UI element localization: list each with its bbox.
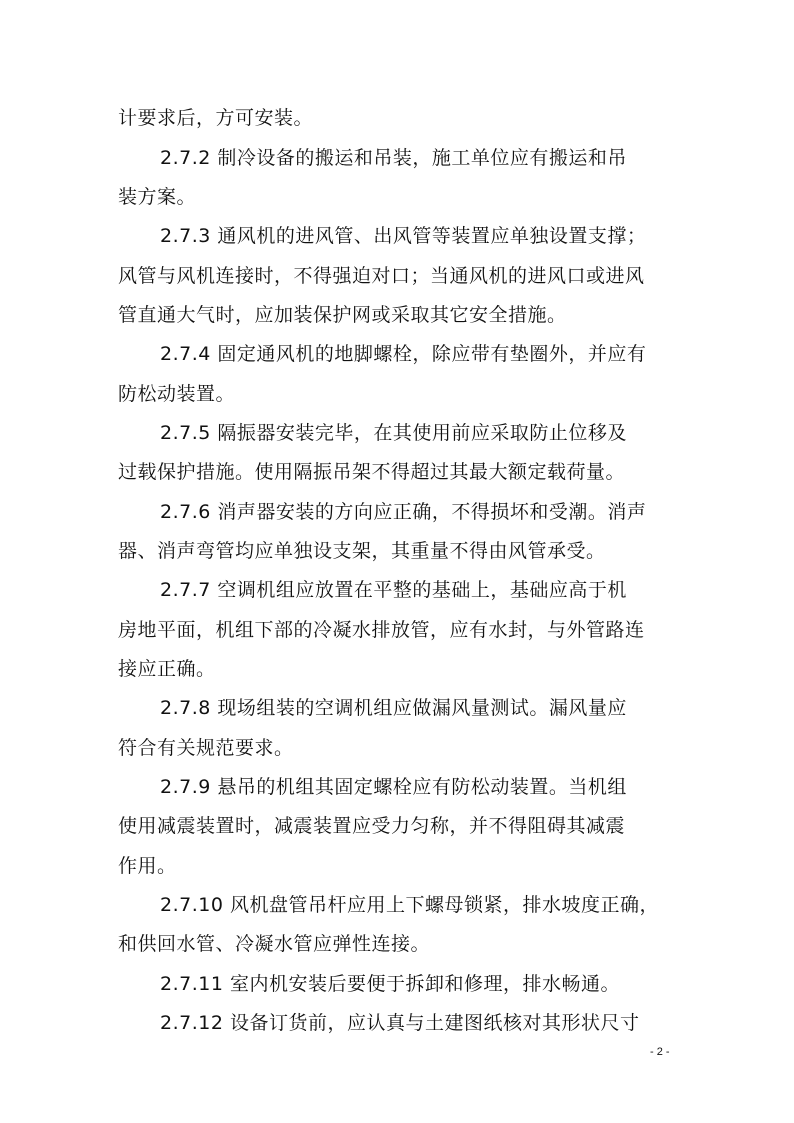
text-line: 2.7.10 风机盘管吊杆应用上下螺母锁紧，排水坡度正确， [160, 894, 659, 916]
text-line: 2.7.7 空调机组应放置在平整的基础上，基础应高于机 [160, 579, 627, 601]
page-number: - 2 - [650, 1046, 670, 1058]
text-line: 2.7.6 消声器安装的方向应正确，不得损坏和受潮。消声 [160, 501, 647, 523]
text-line: 和供回水管、冷凝水管应弹性连接。 [118, 933, 431, 955]
text-line: 符合有关规范要求。 [118, 737, 294, 759]
text-line: 作用。 [118, 855, 177, 877]
text-line: 房地平面，机组下部的冷凝水排放管，应有水封，与外管路连 [118, 619, 645, 641]
text-line: 管直通大气时，应加装保护网或采取其它安全措施。 [118, 304, 567, 326]
text-line: 计要求后，方可安装。 [118, 107, 314, 129]
text-line: 器、消声弯管均应单独设支架，其重量不得由风管承受。 [118, 540, 606, 562]
text-line: 防松动装置。 [118, 383, 236, 405]
text-line: 2.7.12 设备订货前，应认真与土建图纸核对其形状尺寸 [160, 1012, 640, 1034]
text-line: 2.7.8 现场组装的空调机组应做漏风量测试。漏风量应 [160, 697, 627, 719]
text-line: 2.7.3 通风机的进风管、出风管等装置应单独设置支撑； [160, 225, 647, 247]
text-line: 接应正确。 [118, 658, 216, 680]
text-line: 使用减震装置时，减震装置应受力匀称，并不得阻碍其减震 [118, 815, 626, 837]
text-line: 过载保护措施。使用隔振吊架不得超过其最大额定载荷量。 [118, 461, 626, 483]
text-line: 2.7.2 制冷设备的搬运和吊装，施工单位应有搬运和吊 [160, 147, 627, 169]
text-line: 2.7.11 室内机安装后要便于拆卸和修理，排水畅通。 [160, 973, 620, 995]
text-line: 2.7.4 固定通风机的地脚螺栓，除应带有垫圈外，并应有 [160, 343, 647, 365]
text-line: 风管与风机连接时，不得强迫对口；当通风机的进风口或进风 [118, 265, 645, 287]
text-line: 装方案。 [118, 186, 197, 208]
text-line: 2.7.5 隔振器安装完毕，在其使用前应采取防止位移及 [160, 422, 627, 444]
text-line: 2.7.9 悬吊的机组其固定螺栓应有防松动装置。当机组 [160, 776, 627, 798]
